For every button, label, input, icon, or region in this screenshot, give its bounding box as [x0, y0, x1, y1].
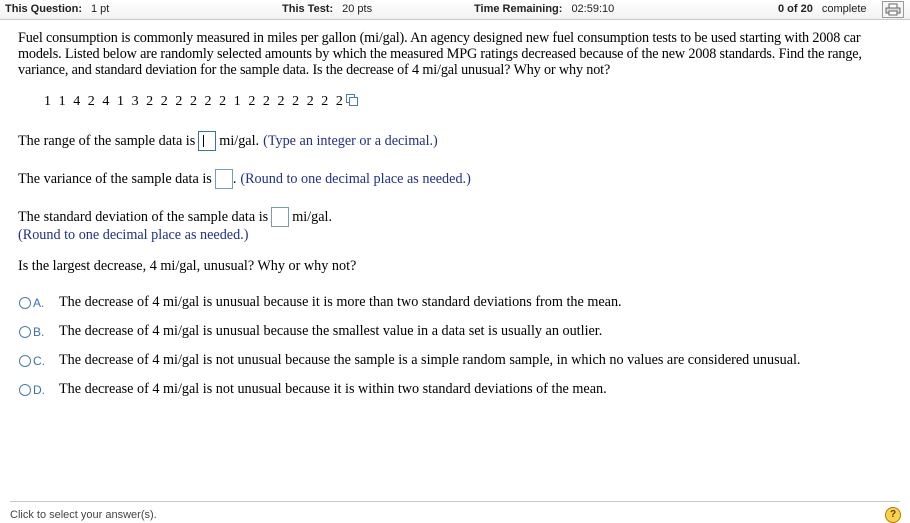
sd-hint: (Round to one decimal place as needed.)	[18, 227, 249, 243]
footer-instruction: Click to select your answer(s).	[10, 509, 157, 521]
option-b-text: The decrease of 4 mi/gal is unusual because the smallest value in a data set is usually an outlier.	[59, 323, 603, 339]
time-remaining	[474, 3, 614, 15]
data-value: 2	[175, 94, 183, 109]
test-points	[282, 3, 372, 15]
time-remaining-label: Time Remaining:	[474, 3, 563, 15]
variance-prefix: The variance of the sample data is	[18, 170, 212, 187]
progress	[778, 3, 867, 15]
question-text: Fuel consumption is commonly measured in miles per gallon (mi/gal). An agency designed new fuel consumption tests to be used starting with 2008 car models. Listed below are randomly selected amounts by which the measured MPG ratings decreased because of the new 2008 standards. Find the range, variance, and standard deviation for the sample data. Is the decrease of 4 mi/gal unusual? Why or why not?	[18, 30, 862, 78]
status-bar	[0, 0, 910, 20]
range-suffix: mi/gal.	[219, 132, 260, 149]
radio-d[interactable]	[19, 384, 31, 396]
range-prefix: The range of the sample data is	[18, 132, 196, 149]
data-value: 3	[131, 94, 139, 109]
option-a-letter: A.	[33, 295, 45, 310]
progress-value: 0 of 20	[778, 3, 813, 15]
footer-divider	[10, 501, 900, 502]
option-d-letter: D.	[33, 382, 45, 397]
variance-input[interactable]	[215, 169, 233, 189]
data-value: 2	[219, 94, 227, 109]
copy-data-icon[interactable]	[346, 94, 358, 106]
radio-c[interactable]	[19, 355, 31, 367]
data-value: 2	[262, 94, 270, 109]
data-value: 2	[189, 94, 197, 109]
test-points-value: 20 pts	[342, 3, 373, 15]
range-question	[18, 131, 438, 151]
data-value: 4	[73, 94, 81, 109]
time-remaining-value: 02:59:10	[571, 3, 615, 15]
data-value: 2	[248, 94, 256, 109]
radio-a[interactable]	[19, 297, 31, 309]
option-c[interactable]	[19, 352, 800, 369]
question-points-label: This Question:	[5, 3, 82, 15]
data-value: 2	[160, 94, 168, 109]
option-b-letter: B.	[33, 324, 45, 339]
data-value: 2	[146, 94, 154, 109]
option-c-letter: C.	[33, 353, 45, 368]
option-a-text: The decrease of 4 mi/gal is unusual because it is more than two standard deviations from the mean.	[59, 294, 622, 310]
option-c-text: The decrease of 4 mi/gal is not unusual because the sample is a simple random sample, in which no values are considered unusual.	[59, 352, 801, 368]
variance-question	[18, 169, 471, 189]
data-value: 2	[277, 94, 285, 109]
data-value: 2	[87, 94, 95, 109]
data-value: 1	[233, 94, 241, 109]
data-value: 1	[44, 94, 51, 109]
data-value: 2	[292, 94, 300, 109]
radio-b[interactable]	[19, 326, 31, 338]
option-d-text: The decrease of 4 mi/gal is not unusual because it is within two standard deviations of the mean.	[59, 381, 607, 397]
progress-status: complete	[821, 3, 867, 15]
option-d[interactable]	[19, 381, 607, 398]
sd-prefix: The standard deviation of the sample data is	[18, 208, 269, 225]
range-input[interactable]	[198, 131, 216, 151]
data-value: 1	[116, 94, 124, 109]
test-points-label: This Test:	[282, 3, 334, 15]
question-points	[5, 3, 109, 15]
variance-hint: (Round to one decimal place as needed.)	[240, 170, 471, 187]
variance-suffix: .	[232, 170, 237, 187]
data-value: 2	[321, 94, 329, 109]
data-value: 2	[306, 94, 314, 109]
data-value: 2	[204, 94, 212, 109]
print-icon[interactable]	[882, 1, 904, 18]
data-value: 2	[335, 94, 343, 109]
sd-suffix: mi/gal.	[292, 208, 332, 225]
sd-question	[18, 207, 332, 227]
help-icon[interactable]: ?	[885, 507, 901, 523]
question-points-value: 1 pt	[91, 3, 110, 15]
data-value: 1	[58, 94, 66, 109]
unusual-prompt: Is the largest decrease, 4 mi/gal, unusual? Why or why not?	[18, 258, 357, 274]
data-values	[44, 94, 358, 110]
range-hint: (Type an integer or a decimal.)	[263, 132, 438, 149]
option-a[interactable]	[19, 294, 622, 311]
sd-input[interactable]	[271, 207, 289, 227]
data-value: 4	[102, 94, 110, 109]
option-b[interactable]	[19, 323, 602, 340]
